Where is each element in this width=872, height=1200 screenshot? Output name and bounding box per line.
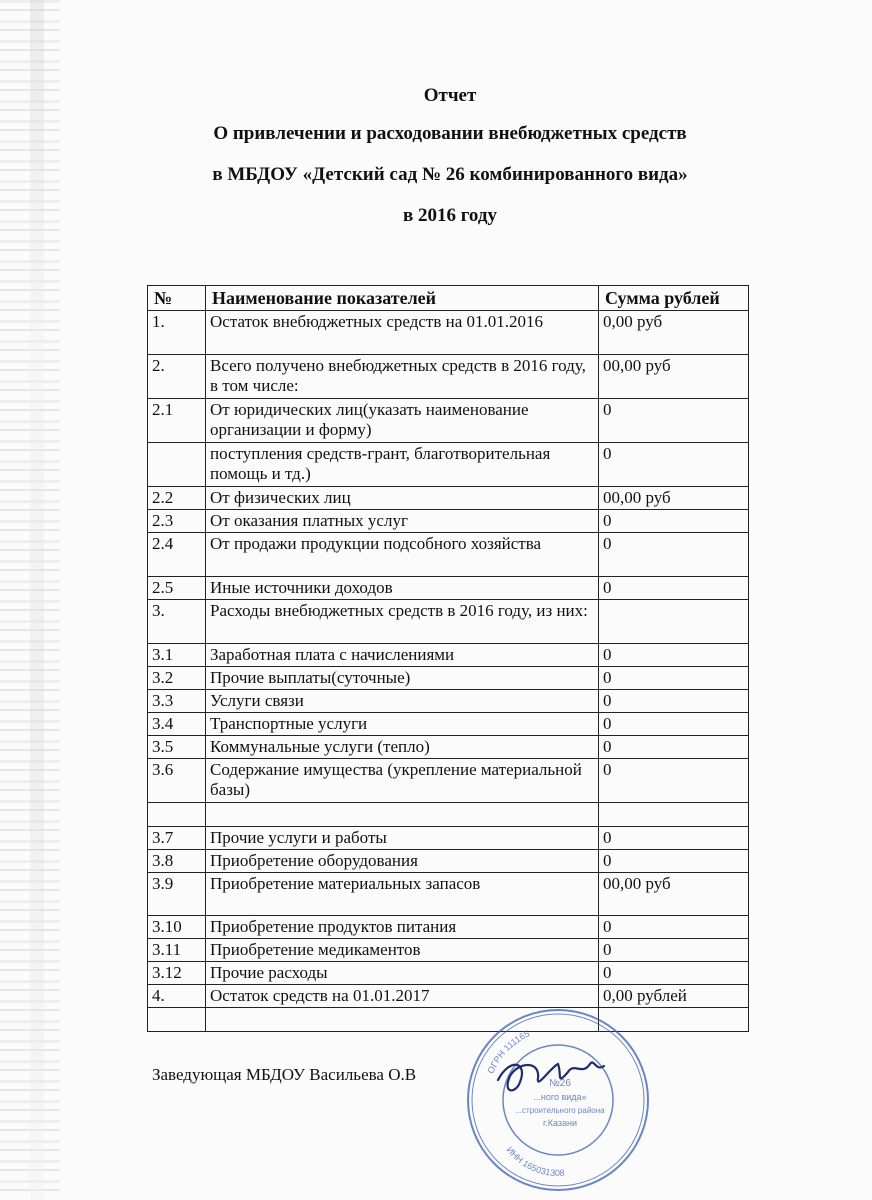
row-name: Приобретение медикаментов — [206, 939, 599, 962]
row-name — [206, 803, 599, 827]
row-name: Заработная плата с начислениями — [206, 644, 599, 667]
table-row — [148, 916, 749, 939]
row-sum: 0 — [599, 443, 749, 487]
row-sum: 00,00 руб — [599, 873, 749, 916]
table-row — [148, 736, 749, 759]
row-sum: 0 — [599, 533, 749, 577]
row-sum: 0 — [599, 736, 749, 759]
row-name: Транспортные услуги — [206, 713, 599, 736]
row-number: 2.2 — [148, 487, 206, 510]
table-row-empty — [148, 1008, 749, 1032]
title-year: в 2016 году — [403, 205, 497, 226]
row-number: 3.9 — [148, 873, 206, 916]
row-sum: 0 — [599, 939, 749, 962]
header-number: № — [148, 286, 206, 311]
table-row — [148, 667, 749, 690]
table-row — [148, 690, 749, 713]
row-sum: 0,00 руб — [599, 311, 749, 355]
table-row — [148, 713, 749, 736]
row-sum: 0 — [599, 577, 749, 600]
row-sum: 0 — [599, 713, 749, 736]
table-row — [148, 487, 749, 510]
row-number: 3.8 — [148, 850, 206, 873]
table-row — [148, 985, 749, 1008]
title-subject: О привлечении и расходовании внебюджетных средств — [213, 123, 687, 144]
row-name: Прочие выплаты(суточные) — [206, 667, 599, 690]
row-sum — [599, 803, 749, 827]
table-row — [148, 962, 749, 985]
row-sum: 00,00 руб — [599, 355, 749, 399]
row-name: От оказания платных услуг — [206, 510, 599, 533]
header-sum: Сумма рублей — [599, 286, 749, 311]
row-number: 4. — [148, 985, 206, 1008]
row-name: От продажи продукции подсобного хозяйства — [206, 533, 599, 577]
row-sum — [599, 600, 749, 644]
header-indicator-name: Наименование показателей — [206, 286, 599, 311]
row-number: 3.6 — [148, 759, 206, 803]
table-row — [148, 850, 749, 873]
stamp-center-line: ...ного вида» — [533, 1092, 587, 1102]
row-name: Коммунальные услуги (тепло) — [206, 736, 599, 759]
table-row — [148, 355, 749, 399]
row-number: 3.4 — [148, 713, 206, 736]
row-sum: 0 — [599, 690, 749, 713]
table-row — [148, 577, 749, 600]
table-row — [148, 827, 749, 850]
row-number: 2. — [148, 355, 206, 399]
row-sum: 0 — [599, 916, 749, 939]
row-sum: 0 — [599, 510, 749, 533]
row-name: Прочие расходы — [206, 962, 599, 985]
signature-line: Заведующая МБДОУ Васильева О.В — [152, 1065, 417, 1084]
row-number — [148, 443, 206, 487]
table-row — [148, 644, 749, 667]
row-number: 3.12 — [148, 962, 206, 985]
row-sum: 00,00 руб — [599, 487, 749, 510]
row-number: 2.4 — [148, 533, 206, 577]
stamp-center-line: г.Казани — [543, 1118, 577, 1128]
table-row — [148, 939, 749, 962]
row-name: поступления средств-грант, благотворительная помощь и тд.) — [206, 443, 599, 487]
report-table — [147, 285, 749, 1032]
row-name: Остаток внебюджетных средств на 01.01.2016 — [206, 311, 599, 355]
row-name: Остаток средств на 01.01.2017 — [206, 985, 599, 1008]
row-number: 1. — [148, 311, 206, 355]
row-name: Расходы внебюджетных средств в 2016 году, из них: — [206, 600, 599, 644]
row-number: 3.1 — [148, 644, 206, 667]
row-name: Прочие услуги и работы — [206, 827, 599, 850]
row-number: 3.11 — [148, 939, 206, 962]
title-report: Отчет — [423, 85, 477, 106]
row-number: 2.1 — [148, 399, 206, 443]
scan-edge-shadow-2 — [30, 0, 44, 1200]
table-row — [148, 443, 749, 487]
table-row-empty — [148, 803, 749, 827]
document-title-block — [140, 86, 760, 226]
row-number: 2.3 — [148, 510, 206, 533]
row-number: 3.7 — [148, 827, 206, 850]
stamp-center-line: ...строительного района — [515, 1106, 605, 1115]
row-sum: 0 — [599, 827, 749, 850]
row-number: 3.3 — [148, 690, 206, 713]
row-number: 2.5 — [148, 577, 206, 600]
table-row — [148, 311, 749, 355]
stamp-inn-text: ИНН 165031308 — [504, 1144, 565, 1179]
row-number — [148, 1008, 206, 1032]
row-sum: 0 — [599, 850, 749, 873]
organization-stamp — [458, 1002, 658, 1192]
table-header-row — [148, 286, 749, 311]
row-sum: 0,00 рублей — [599, 985, 749, 1008]
stamp-ogrn-text: ОГРН 111165 — [485, 1028, 532, 1076]
row-number: 3.10 — [148, 916, 206, 939]
table-row — [148, 873, 749, 916]
row-name: Услуги связи — [206, 690, 599, 713]
row-name: От юридических лиц(указать наименование организации и форму) — [206, 399, 599, 443]
row-number: 3.5 — [148, 736, 206, 759]
row-number: 3.2 — [148, 667, 206, 690]
table-row — [148, 600, 749, 644]
row-name: Приобретение продуктов питания — [206, 916, 599, 939]
row-name: Содержание имущества (укрепление материальной базы) — [206, 759, 599, 803]
table-row — [148, 510, 749, 533]
row-sum: 0 — [599, 962, 749, 985]
row-name: Иные источники доходов — [206, 577, 599, 600]
table-row — [148, 759, 749, 803]
row-sum: 0 — [599, 644, 749, 667]
row-sum: 0 — [599, 667, 749, 690]
row-name: Приобретение материальных запасов — [206, 873, 599, 916]
row-number: 3. — [148, 600, 206, 644]
table-row — [148, 399, 749, 443]
row-sum: 0 — [599, 399, 749, 443]
title-organization: в МБДОУ «Детский сад № 26 комбинированного вида» — [212, 164, 688, 185]
stamp-center-line: №26 — [549, 1078, 571, 1089]
row-sum: 0 — [599, 759, 749, 803]
row-number — [148, 803, 206, 827]
row-name: Приобретение оборудования — [206, 850, 599, 873]
table-row — [148, 533, 749, 577]
row-name: От физических лиц — [206, 487, 599, 510]
row-name: Всего получено внебюджетных средств в 2016 году, в том числе: — [206, 355, 599, 399]
